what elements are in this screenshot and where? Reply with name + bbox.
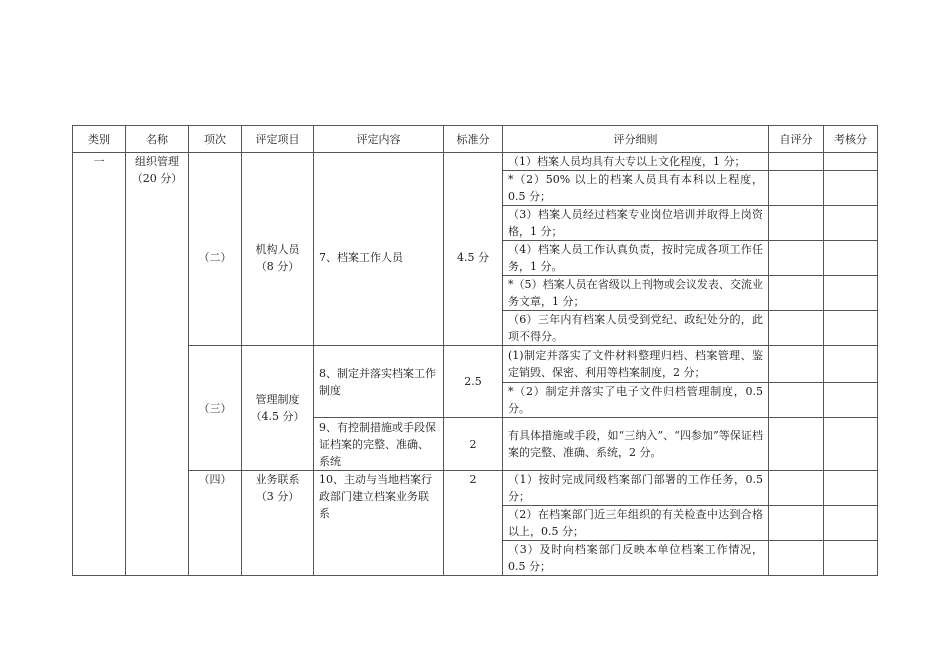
item-name: 业务联系 [255,473,300,486]
assessed-score-input[interactable] [824,383,878,418]
standard-score-cell: 2 [444,418,503,471]
item-no-cell: （三） [189,346,242,471]
self-score-input[interactable] [769,241,824,276]
table-row [73,471,878,506]
item-no-cell: （四） [189,471,242,576]
self-score-input[interactable] [769,276,824,311]
assessed-score-input[interactable] [824,206,878,241]
assessed-score-input[interactable] [824,241,878,276]
header-category: 类别 [73,126,126,153]
self-score-input[interactable] [769,346,824,383]
detail-cell: （4）档案人员工作认真负责，按时完成各项工作任务，1 分。 [503,241,769,276]
item-score: （8 分） [255,259,300,273]
assessed-score-input[interactable] [824,541,878,576]
item-name: 管理制度 [255,393,300,406]
scoring-table [72,125,878,576]
header-self-score: 自评分 [769,126,824,153]
header-assessed-score: 考核分 [824,126,878,153]
header-name: 名称 [126,126,189,153]
item-name: 机构人员 [255,242,300,256]
item-score: （4.5 分） [250,410,305,423]
item-name-cell [242,171,314,346]
self-score-input[interactable] [769,506,824,541]
category-cell: 一 [73,153,126,576]
assessed-score-input[interactable] [824,311,878,346]
self-score-input[interactable] [769,541,824,576]
assessed-score-input[interactable] [824,346,878,383]
content-cell: 7、档案工作人员 [314,171,444,346]
header-content: 评定内容 [314,126,444,153]
category-name: 组织管理 [135,155,179,168]
detail-cell: *（5）档案人员在省级以上刊物或会议发表、交流业务文章，1 分； [503,276,769,311]
assessed-score-input[interactable] [824,171,878,206]
assessed-score-input[interactable] [824,153,878,171]
detail-cell: 有具体措施或手段，如“三纳入”、“四参加”等保证档案的完整、准确、系统，2 分。 [503,418,769,471]
self-score-input[interactable] [769,171,824,206]
detail-cell: （1）档案人员均具有大专以上文化程度，1 分； [503,153,769,171]
self-score-input[interactable] [769,311,824,346]
blank-cell [242,153,314,171]
header-scoring-details: 评分细则 [503,126,769,153]
table-row [73,171,878,206]
self-score-input[interactable] [769,383,824,418]
item-name-cell [242,471,314,576]
self-score-input[interactable] [769,471,824,506]
self-score-input[interactable] [769,153,824,171]
table-row [73,346,878,383]
detail-cell: *（2）50% 以上的档案人员具有本科以上程度，0.5 分； [503,171,769,206]
assessed-score-input[interactable] [824,471,878,506]
detail-cell: （3）档案人员经过档案专业岗位培训并取得上岗资格，1 分； [503,206,769,241]
standard-score-cell: 2 [444,471,503,576]
assessed-score-input[interactable] [824,506,878,541]
category-name-cell [126,153,189,576]
item-score: （3 分） [255,490,300,503]
content-cell: 8、制定并落实档案工作制度 [314,346,444,418]
standard-score-cell: 2.5 [444,346,503,418]
detail-cell: （3）及时向档案部门反映本单位档案工作情况，0.5 分； [503,541,769,576]
detail-cell: （6）三年内有档案人员受到党纪、政纪处分的，此项不得分。 [503,311,769,346]
detail-cell: (1)制定并落实了文件材料整理归档、档案管理、鉴定销毁、保密、利用等档案制度，2 分； [503,346,769,383]
detail-cell: （2）在档案部门近三年组织的有关检查中达到合格以上，0.5 分； [503,506,769,541]
assessed-score-input[interactable] [824,418,878,471]
self-score-input[interactable] [769,206,824,241]
detail-cell: （1）按时完成同级档案部门部署的工作任务，0.5 分； [503,471,769,506]
content-cell: 10、主动与当地档案行政部门建立档案业务联系 [314,471,444,576]
header-item: 评定项目 [242,126,314,153]
category-name-score: （20 分） [131,172,183,185]
blank-cell [444,153,503,171]
header-row [73,126,878,153]
header-standard-score: 标准分 [444,126,503,153]
blank-cell [314,153,444,171]
self-score-input[interactable] [769,418,824,471]
content-cell: 9、有控制措施或手段保证档案的完整、准确、系统 [314,418,444,471]
blank-cell [189,153,242,171]
item-name-cell [242,346,314,471]
item-no-cell: （二） [189,171,242,346]
detail-cell: *（2）制定并落实了电子文件归档管理制度，0.5 分。 [503,383,769,418]
assessed-score-input[interactable] [824,276,878,311]
standard-score-cell: 4.5 分 [444,171,503,346]
table-row [73,153,878,171]
header-item-no: 项次 [189,126,242,153]
